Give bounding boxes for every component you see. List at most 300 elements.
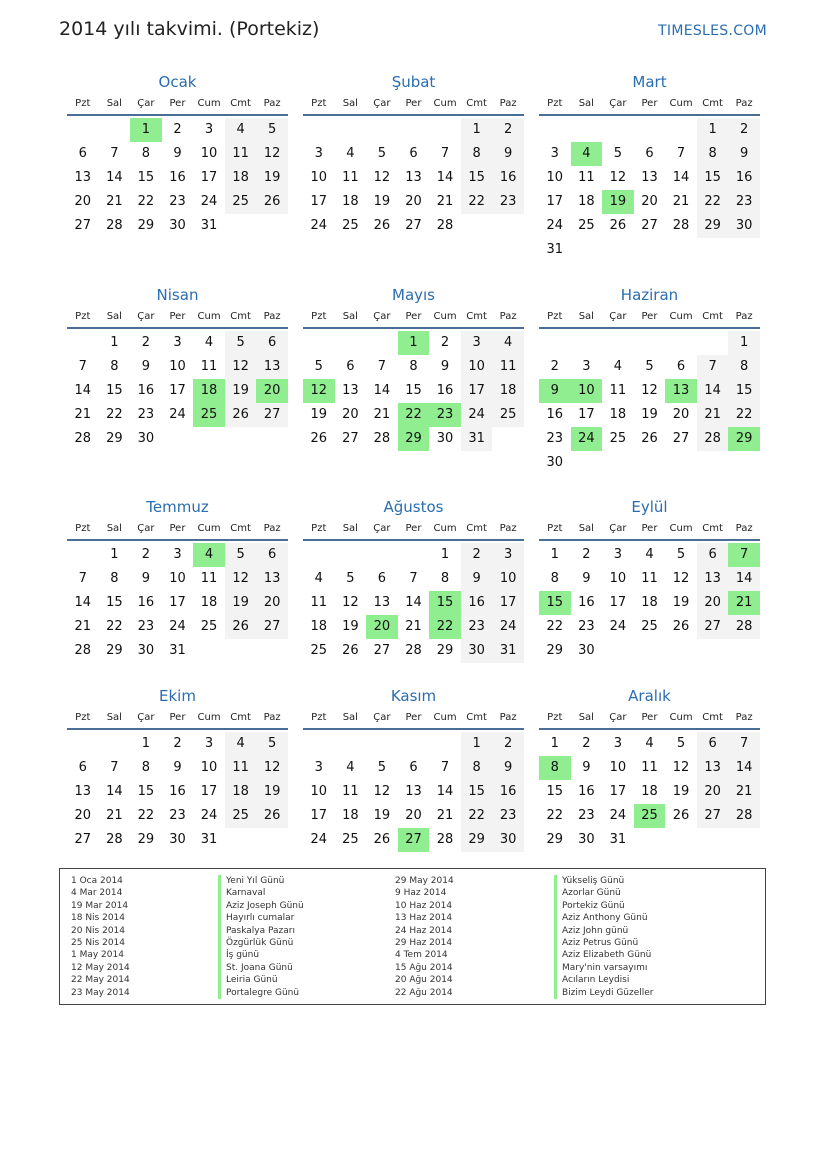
day-cell: 28 bbox=[74, 643, 92, 658]
day-cell: 18 bbox=[342, 808, 359, 823]
empty-day-cell bbox=[492, 427, 524, 451]
day-cell: 15 bbox=[137, 170, 155, 185]
day-cell: 6 bbox=[256, 331, 288, 355]
day-cell: 8 bbox=[440, 571, 450, 586]
day-cell: 25 bbox=[578, 218, 595, 233]
day-cell: 24 bbox=[609, 619, 627, 634]
empty-day-cell bbox=[634, 639, 666, 663]
weekday-label: Paz bbox=[735, 98, 753, 109]
day-cell: 17 bbox=[492, 591, 524, 615]
day-cell: 1 bbox=[461, 732, 493, 756]
day-cell: 11 bbox=[492, 355, 524, 379]
day-cell: 28 bbox=[373, 431, 391, 446]
month-name: Mart bbox=[632, 73, 667, 91]
day-cell: 12 bbox=[256, 142, 288, 166]
day-cell: 27 bbox=[373, 643, 391, 658]
day-cell: 18 bbox=[609, 407, 627, 422]
empty-day-cell bbox=[67, 543, 99, 567]
day-cell: 24 bbox=[310, 218, 328, 233]
weekday-label: Sal bbox=[106, 712, 122, 723]
empty-day-cell bbox=[634, 118, 666, 142]
day-cell: 30 bbox=[578, 643, 595, 658]
day-cell: 10 bbox=[546, 170, 564, 185]
legend-holiday-name: Bizim Leydi Güzeller bbox=[554, 987, 654, 999]
empty-day-cell bbox=[366, 118, 398, 142]
day-cell: 10 bbox=[310, 784, 328, 799]
day-cell: 9 bbox=[728, 142, 760, 166]
day-cell: 14 bbox=[106, 784, 123, 799]
weekday-label: Pzt bbox=[75, 712, 91, 723]
day-cell: 30 bbox=[578, 832, 595, 847]
week-row bbox=[67, 118, 288, 142]
day-cell: 8 bbox=[550, 571, 559, 586]
day-cell: 10 bbox=[200, 760, 218, 775]
empty-day-cell bbox=[728, 451, 760, 475]
day-cell: 17 bbox=[609, 595, 627, 610]
day-cell: 21 bbox=[405, 619, 422, 634]
day-cell: 23 bbox=[137, 407, 155, 422]
day-cell: 2 bbox=[582, 736, 591, 751]
day-cell: 10 bbox=[609, 571, 627, 586]
holiday-day-cell: 18 bbox=[193, 379, 225, 403]
day-cell: 2 bbox=[492, 732, 524, 756]
holiday-day-cell: 22 bbox=[429, 615, 461, 639]
day-cell: 17 bbox=[310, 808, 328, 823]
day-cell: 12 bbox=[256, 756, 288, 780]
month-name: Şubat bbox=[391, 73, 436, 91]
day-cell: 28 bbox=[106, 832, 123, 847]
day-cell: 18 bbox=[641, 784, 658, 799]
day-cell: 14 bbox=[672, 170, 690, 185]
weekday-label: Cum bbox=[433, 712, 457, 723]
day-cell: 19 bbox=[225, 591, 257, 615]
weekday-label: Çar bbox=[373, 523, 391, 534]
day-cell: 16 bbox=[137, 595, 155, 610]
weekday-label: Cum bbox=[433, 523, 457, 534]
weekday-label: Çar bbox=[373, 712, 391, 723]
day-cell: 11 bbox=[310, 595, 328, 610]
day-cell: 23 bbox=[461, 615, 493, 639]
month-name: Kasım bbox=[390, 687, 437, 705]
weekday-label: Per bbox=[641, 311, 658, 322]
day-cell: 3 bbox=[204, 736, 214, 751]
week-row bbox=[67, 543, 288, 567]
day-cell: 25 bbox=[225, 190, 257, 214]
weekday-label: Cmt bbox=[230, 311, 251, 322]
day-cell: 9 bbox=[492, 142, 524, 166]
day-cell: 25 bbox=[641, 619, 658, 634]
day-cell: 13 bbox=[405, 170, 422, 185]
day-cell: 18 bbox=[310, 619, 328, 634]
day-cell: 5 bbox=[676, 547, 686, 562]
empty-day-cell bbox=[429, 118, 461, 142]
week-row bbox=[67, 331, 288, 355]
day-cell: 11 bbox=[200, 571, 218, 586]
weekday-header bbox=[539, 94, 760, 116]
holiday-day-cell: 1 bbox=[398, 331, 430, 355]
empty-day-cell bbox=[193, 427, 225, 451]
weekday-label: Cmt bbox=[230, 98, 251, 109]
legend-date: 1 Oca 2014 bbox=[71, 876, 123, 886]
day-cell: 12 bbox=[373, 784, 391, 799]
day-cell: 3 bbox=[314, 760, 323, 775]
day-cell: 29 bbox=[546, 643, 564, 658]
day-cell: 12 bbox=[672, 760, 690, 775]
empty-day-cell bbox=[398, 543, 430, 567]
day-cell: 14 bbox=[436, 170, 454, 185]
weekday-label: Cmt bbox=[702, 311, 723, 322]
day-cell: 2 bbox=[173, 122, 182, 137]
day-cell: 14 bbox=[106, 170, 123, 185]
day-cell: 18 bbox=[342, 194, 359, 209]
week-row bbox=[539, 166, 760, 190]
weekday-header bbox=[303, 708, 524, 730]
day-cell: 19 bbox=[641, 407, 658, 422]
day-cell: 27 bbox=[641, 218, 658, 233]
day-cell: 16 bbox=[578, 784, 595, 799]
day-cell: 15 bbox=[106, 383, 123, 398]
day-cell: 23 bbox=[137, 619, 155, 634]
day-cell: 16 bbox=[578, 595, 595, 610]
site-brand-link[interactable]: TIMESLES.COM bbox=[658, 23, 767, 39]
weekday-label: Pzt bbox=[547, 712, 563, 723]
day-cell: 8 bbox=[728, 355, 760, 379]
week-row bbox=[67, 190, 288, 214]
day-cell: 11 bbox=[225, 142, 257, 166]
legend-holiday-name: Yeni Yıl Günü bbox=[218, 875, 304, 887]
day-cell: 26 bbox=[609, 218, 627, 233]
day-cell: 29 bbox=[697, 214, 729, 238]
day-cell: 11 bbox=[641, 571, 658, 586]
month-name: Nisan bbox=[156, 286, 199, 304]
day-cell: 4 bbox=[645, 547, 654, 562]
weekday-label: Cmt bbox=[466, 712, 487, 723]
day-cell: 26 bbox=[342, 643, 359, 658]
holiday-day-cell: 24 bbox=[571, 427, 603, 451]
week-row bbox=[67, 615, 288, 639]
day-cell: 19 bbox=[373, 194, 391, 209]
day-cell: 23 bbox=[169, 808, 186, 823]
day-cell: 26 bbox=[225, 615, 257, 639]
weekday-label: Paz bbox=[263, 311, 281, 322]
day-cell: 11 bbox=[578, 170, 595, 185]
day-cell: 26 bbox=[373, 218, 391, 233]
day-cell: 31 bbox=[609, 832, 627, 847]
holiday-day-cell: 15 bbox=[539, 591, 571, 615]
day-cell: 3 bbox=[582, 359, 591, 374]
day-cell: 19 bbox=[342, 619, 359, 634]
day-cell: 13 bbox=[74, 784, 92, 799]
weekday-label: Pzt bbox=[311, 523, 327, 534]
empty-day-cell bbox=[571, 238, 603, 262]
day-cell: 12 bbox=[672, 571, 690, 586]
day-cell: 19 bbox=[672, 595, 690, 610]
week-row bbox=[539, 238, 760, 262]
weekday-label: Çar bbox=[609, 523, 627, 534]
empty-day-cell bbox=[335, 543, 367, 567]
day-cell: 7 bbox=[409, 571, 418, 586]
week-row bbox=[539, 567, 760, 591]
day-cell: 20 bbox=[641, 194, 658, 209]
legend-right-dates bbox=[395, 875, 454, 999]
day-cell: 24 bbox=[169, 619, 186, 634]
week-row bbox=[539, 214, 760, 238]
week-row bbox=[539, 639, 760, 663]
holiday-day-cell: 7 bbox=[728, 543, 760, 567]
day-cell: 15 bbox=[106, 595, 123, 610]
day-cell: 10 bbox=[200, 146, 218, 161]
day-cell: 19 bbox=[373, 808, 391, 823]
month-block bbox=[67, 283, 288, 451]
day-cell: 27 bbox=[342, 431, 359, 446]
day-cell: 1 bbox=[728, 331, 760, 355]
legend-holiday-name: Azorlar Günü bbox=[554, 887, 654, 899]
empty-day-cell bbox=[728, 238, 760, 262]
day-cell: 25 bbox=[609, 431, 627, 446]
week-row bbox=[303, 166, 524, 190]
day-cell: 22 bbox=[728, 403, 760, 427]
day-cell: 29 bbox=[106, 643, 123, 658]
legend-date: 4 Mar 2014 bbox=[71, 888, 123, 899]
day-cell: 26 bbox=[641, 431, 658, 446]
legend-date: 29 Haz 2014 bbox=[395, 937, 453, 948]
week-row bbox=[303, 591, 524, 615]
weekday-label: Pzt bbox=[311, 311, 327, 322]
day-cell: 28 bbox=[728, 804, 760, 828]
holiday-day-cell: 12 bbox=[303, 379, 335, 403]
legend-holiday-name: Aziz Anthony Günü bbox=[554, 912, 654, 924]
day-cell: 30 bbox=[169, 218, 186, 233]
week-row bbox=[67, 214, 288, 238]
empty-day-cell bbox=[571, 331, 603, 355]
day-cell: 21 bbox=[106, 808, 123, 823]
legend-holiday-name: St. Joana Günü bbox=[218, 962, 304, 974]
empty-day-cell bbox=[225, 214, 257, 238]
day-cell: 2 bbox=[141, 547, 151, 562]
day-cell: 2 bbox=[141, 335, 151, 350]
day-cell: 2 bbox=[550, 359, 559, 374]
day-cell: 27 bbox=[405, 218, 422, 233]
day-cell: 27 bbox=[74, 218, 92, 233]
day-cell: 13 bbox=[342, 383, 359, 398]
day-cell: 9 bbox=[492, 756, 524, 780]
legend-date: 23 May 2014 bbox=[71, 987, 130, 998]
day-cell: 25 bbox=[342, 832, 359, 847]
day-cell: 17 bbox=[461, 379, 493, 403]
week-row bbox=[67, 142, 288, 166]
day-cell: 19 bbox=[256, 780, 288, 804]
day-cell: 24 bbox=[310, 832, 328, 847]
holiday-day-cell: 29 bbox=[728, 427, 760, 451]
day-cell: 12 bbox=[641, 383, 658, 398]
weekday-label: Çar bbox=[137, 523, 155, 534]
day-cell: 20 bbox=[697, 780, 729, 804]
holiday-day-cell: 20 bbox=[256, 379, 288, 403]
day-cell: 8 bbox=[697, 142, 729, 166]
day-cell: 5 bbox=[377, 146, 387, 161]
empty-day-cell bbox=[366, 732, 398, 756]
day-cell: 11 bbox=[342, 170, 359, 185]
day-cell: 6 bbox=[346, 359, 355, 374]
day-cell: 20 bbox=[74, 808, 92, 823]
weekday-label: Cmt bbox=[230, 712, 251, 723]
day-cell: 12 bbox=[609, 170, 627, 185]
weekday-label: Çar bbox=[373, 98, 391, 109]
empty-day-cell bbox=[539, 118, 571, 142]
weekday-header bbox=[303, 307, 524, 329]
empty-day-cell bbox=[634, 331, 666, 355]
month-block bbox=[539, 70, 760, 262]
empty-day-cell bbox=[225, 639, 257, 663]
day-cell: 13 bbox=[405, 784, 422, 799]
day-cell: 26 bbox=[225, 403, 257, 427]
day-cell: 21 bbox=[728, 780, 760, 804]
legend-left-names bbox=[218, 875, 304, 999]
day-cell: 16 bbox=[461, 591, 493, 615]
week-row bbox=[303, 615, 524, 639]
day-cell: 17 bbox=[310, 194, 328, 209]
weekday-label: Çar bbox=[609, 311, 627, 322]
weekday-header bbox=[67, 94, 288, 116]
holiday-day-cell: 13 bbox=[665, 379, 697, 403]
day-cell: 11 bbox=[609, 383, 627, 398]
week-row bbox=[67, 567, 288, 591]
day-cell: 25 bbox=[492, 403, 524, 427]
empty-day-cell bbox=[429, 732, 461, 756]
holiday-day-cell: 1 bbox=[130, 118, 162, 142]
week-row bbox=[303, 403, 524, 427]
week-row bbox=[539, 591, 760, 615]
week-row bbox=[303, 828, 524, 852]
empty-day-cell bbox=[256, 214, 288, 238]
empty-day-cell bbox=[634, 238, 666, 262]
day-cell: 24 bbox=[200, 808, 218, 823]
day-cell: 13 bbox=[697, 756, 729, 780]
empty-day-cell bbox=[303, 331, 335, 355]
day-cell: 20 bbox=[256, 591, 288, 615]
week-row bbox=[67, 427, 288, 451]
holiday-day-cell: 4 bbox=[193, 543, 225, 567]
week-row bbox=[539, 756, 760, 780]
weekday-label: Per bbox=[641, 523, 658, 534]
day-cell: 14 bbox=[405, 595, 422, 610]
day-cell: 13 bbox=[697, 567, 729, 591]
week-row bbox=[303, 780, 524, 804]
weekday-label: Per bbox=[169, 98, 186, 109]
day-cell: 19 bbox=[225, 379, 257, 403]
day-cell: 3 bbox=[173, 547, 182, 562]
day-cell: 26 bbox=[256, 190, 288, 214]
day-cell: 13 bbox=[74, 170, 92, 185]
holiday-day-cell: 27 bbox=[398, 828, 430, 852]
day-cell: 9 bbox=[141, 359, 151, 374]
day-cell: 4 bbox=[645, 736, 654, 751]
holiday-day-cell: 25 bbox=[634, 804, 666, 828]
day-cell: 16 bbox=[728, 166, 760, 190]
week-row bbox=[67, 379, 288, 403]
day-cell: 6 bbox=[697, 732, 729, 756]
day-cell: 10 bbox=[310, 170, 328, 185]
day-cell: 6 bbox=[645, 146, 654, 161]
weekday-label: Cum bbox=[197, 311, 221, 322]
day-cell: 28 bbox=[106, 218, 123, 233]
day-cell: 1 bbox=[697, 118, 729, 142]
weekday-label: Cum bbox=[669, 523, 693, 534]
day-cell: 23 bbox=[492, 804, 524, 828]
day-cell: 17 bbox=[609, 784, 627, 799]
week-row bbox=[539, 355, 760, 379]
weekday-label: Cmt bbox=[466, 523, 487, 534]
week-row bbox=[67, 591, 288, 615]
month-block bbox=[67, 70, 288, 238]
empty-day-cell bbox=[697, 828, 729, 852]
day-cell: 9 bbox=[440, 359, 450, 374]
day-cell: 15 bbox=[405, 383, 422, 398]
empty-day-cell bbox=[335, 331, 367, 355]
weekday-label: Per bbox=[405, 98, 422, 109]
weekday-label: Cum bbox=[669, 98, 693, 109]
weekday-label: Paz bbox=[735, 712, 753, 723]
day-cell: 29 bbox=[106, 431, 123, 446]
weekday-label: Cum bbox=[433, 98, 457, 109]
week-row bbox=[67, 639, 288, 663]
empty-day-cell bbox=[225, 828, 257, 852]
weekday-label: Cum bbox=[197, 712, 221, 723]
day-cell: 2 bbox=[173, 736, 182, 751]
day-cell: 31 bbox=[200, 832, 218, 847]
day-cell: 14 bbox=[697, 379, 729, 403]
day-cell: 27 bbox=[256, 403, 288, 427]
month-block bbox=[303, 495, 524, 663]
day-cell: 12 bbox=[373, 170, 391, 185]
day-cell: 4 bbox=[225, 118, 257, 142]
day-cell: 16 bbox=[169, 784, 186, 799]
week-row bbox=[67, 780, 288, 804]
weekday-label: Paz bbox=[263, 523, 281, 534]
weekday-label: Per bbox=[641, 98, 658, 109]
day-cell: 5 bbox=[225, 331, 257, 355]
day-cell: 17 bbox=[546, 194, 564, 209]
day-cell: 27 bbox=[697, 804, 729, 828]
month-block bbox=[303, 283, 524, 451]
legend-left-dates bbox=[71, 875, 130, 999]
empty-day-cell bbox=[697, 331, 729, 355]
legend-date: 19 Mar 2014 bbox=[71, 900, 129, 911]
legend-holiday-name: Mary'nin varsayımı bbox=[554, 962, 654, 974]
week-row bbox=[303, 639, 524, 663]
day-cell: 4 bbox=[346, 760, 355, 775]
day-cell: 13 bbox=[641, 170, 658, 185]
day-cell: 2 bbox=[492, 118, 524, 142]
empty-day-cell bbox=[539, 331, 571, 355]
day-cell: 19 bbox=[256, 166, 288, 190]
day-cell: 23 bbox=[728, 190, 760, 214]
day-cell: 1 bbox=[110, 335, 119, 350]
day-cell: 4 bbox=[204, 335, 214, 350]
week-row bbox=[303, 142, 524, 166]
day-cell: 6 bbox=[676, 359, 686, 374]
month-name: Ekim bbox=[159, 687, 196, 705]
weekday-header bbox=[539, 708, 760, 730]
empty-day-cell bbox=[99, 732, 131, 756]
legend-date: 9 Haz 2014 bbox=[395, 888, 447, 899]
week-row bbox=[303, 427, 524, 451]
week-row bbox=[539, 804, 760, 828]
month-name: Mayıs bbox=[392, 286, 435, 304]
week-row bbox=[303, 756, 524, 780]
day-cell: 17 bbox=[200, 784, 218, 799]
weekday-label: Pzt bbox=[547, 98, 563, 109]
